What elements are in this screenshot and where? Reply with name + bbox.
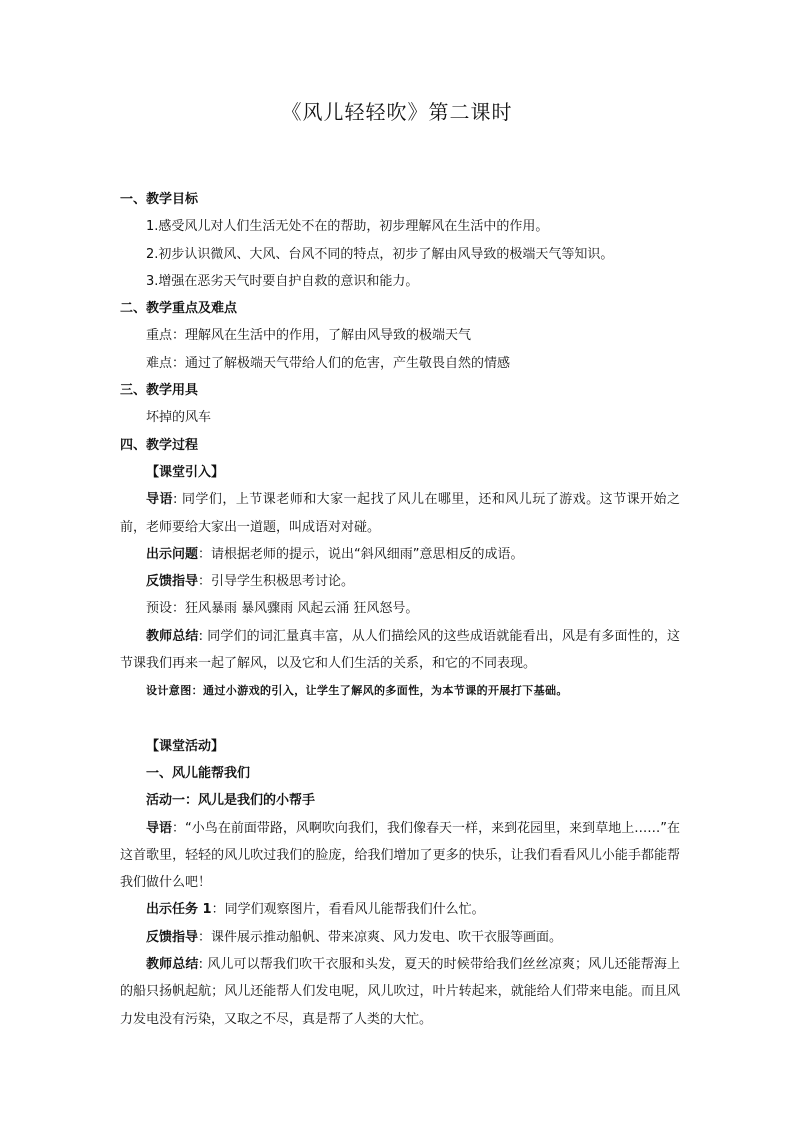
activity-guide-label: 导语 (146, 820, 173, 836)
activity-task-label: 出示任务 1 (146, 902, 212, 918)
lesson-title: 《风儿轻轻吹》第二课时 (281, 100, 513, 124)
activity-guide-text: ：“小鸟在前面带路，风啊吹向我们，我们像春天一样，来到花园里，来到草地上……”在这首歌里，轻轻的风儿吹过我们的脸庞，给我们增加了更多的快乐，让我们看看风儿小能手都能帮我们做什么吧！ (120, 820, 680, 891)
intro-question-label: 出示问题 (146, 546, 199, 562)
key-label: 重点： (146, 328, 186, 344)
section-spacer (120, 705, 680, 733)
objective-3: 3.增强在恶劣天气时要自护自救的意识和能力。 (146, 273, 419, 289)
intro-heading: 【课堂引入】 (146, 464, 225, 480)
activity-summary-text: : 风儿可以帮我们吹干衣服和头发，夏天的时候带给我们丝丝凉爽；风儿还能帮海上的船只扬帆起航；风儿还能帮人们发电呢，风儿吹过，叶片转起来，就能给人们带来电能。而且风力发电没有污染，又取之不尽，真是帮了人类的大忙。 (120, 957, 680, 1027)
activity-heading: 【课堂活动】 (146, 738, 225, 754)
intro-summary-label: 教师总结 (146, 628, 199, 644)
activity-feedback-label: 反馈指导 (146, 929, 199, 945)
tools-text: 坏掉的风车 (146, 410, 212, 426)
key-text: 理解风在生活中的作用，了解由风导致的极端天气 (185, 328, 472, 344)
intro-preset: 预设：狂风暴雨 暴风骤雨 风起云涌 狂风怒号。 (146, 601, 419, 617)
activity-subheading: 一、风儿能帮我们 (146, 765, 251, 781)
activity-task-text: ：同学们观察图片，看看风儿能帮我们什么忙。 (211, 902, 485, 918)
intro-guide-label: 导语 (146, 492, 173, 508)
intro-question-text: ：请根据老师的提示，说出“斜风细雨”意思相反的成语。 (198, 546, 524, 562)
intro-feedback-label: 反馈指导 (146, 574, 199, 590)
activity-summary (120, 951, 680, 1033)
intro-question (120, 541, 680, 568)
intro-summary (120, 623, 680, 678)
intro-feedback (120, 568, 680, 595)
objective-2: 2.初步认识微风、大风、台风不同的特点，初步了解由风导致的极端天气等知识。 (146, 246, 614, 262)
process-heading: 四、教学过程 (120, 437, 199, 453)
activity-feedback-text: ：课件展示推动船帆、带来凉爽、风力发电、吹干衣服等画面。 (198, 929, 563, 945)
keypoints-heading: 二、教学重点及难点 (120, 301, 238, 317)
activity-1-title: 活动一：风儿是我们的小帮手 (146, 793, 316, 809)
intro-guide-text: : 同学们，上节课老师和大家一起找了风儿在哪里，还和风儿玩了游戏。这节课开始之前，老师要给大家出一道题，叫成语对对碰。 (120, 492, 680, 535)
tools-heading: 三、教学用具 (120, 383, 199, 399)
activity-summary-label: 教师总结 (146, 957, 199, 973)
activity-feedback (120, 924, 680, 951)
difficulty-text: 通过了解极端天气带给人们的危害，产生敬畏自然的情感 (185, 355, 511, 371)
intro-guide (120, 486, 680, 541)
key-point (120, 322, 680, 349)
objectives-heading: 一、教学目标 (120, 192, 199, 207)
difficulty-label: 难点： (146, 355, 186, 371)
activity-task (120, 896, 680, 923)
activity-guide (120, 815, 680, 897)
design-intent-note: 设计意图：通过小游戏的引入，让学生了解风的多面性，为本节课的开展打下基础。 (146, 684, 568, 698)
intro-feedback-text: ：引导学生积极思考讨论。 (198, 574, 355, 590)
difficulty-point (120, 350, 680, 377)
lesson-body (120, 186, 680, 1033)
objective-1: 1.感受风儿对人们生活无处不在的帮助，初步理解风在生活中的作用。 (146, 219, 549, 235)
intro-summary-text: : 同学们的词汇量真丰富，从人们描绘风的这些成语就能看出，风是有多面性的，这节课我们再来一起了解风，以及它和人们生活的关系，和它的不同表现。 (120, 628, 680, 672)
